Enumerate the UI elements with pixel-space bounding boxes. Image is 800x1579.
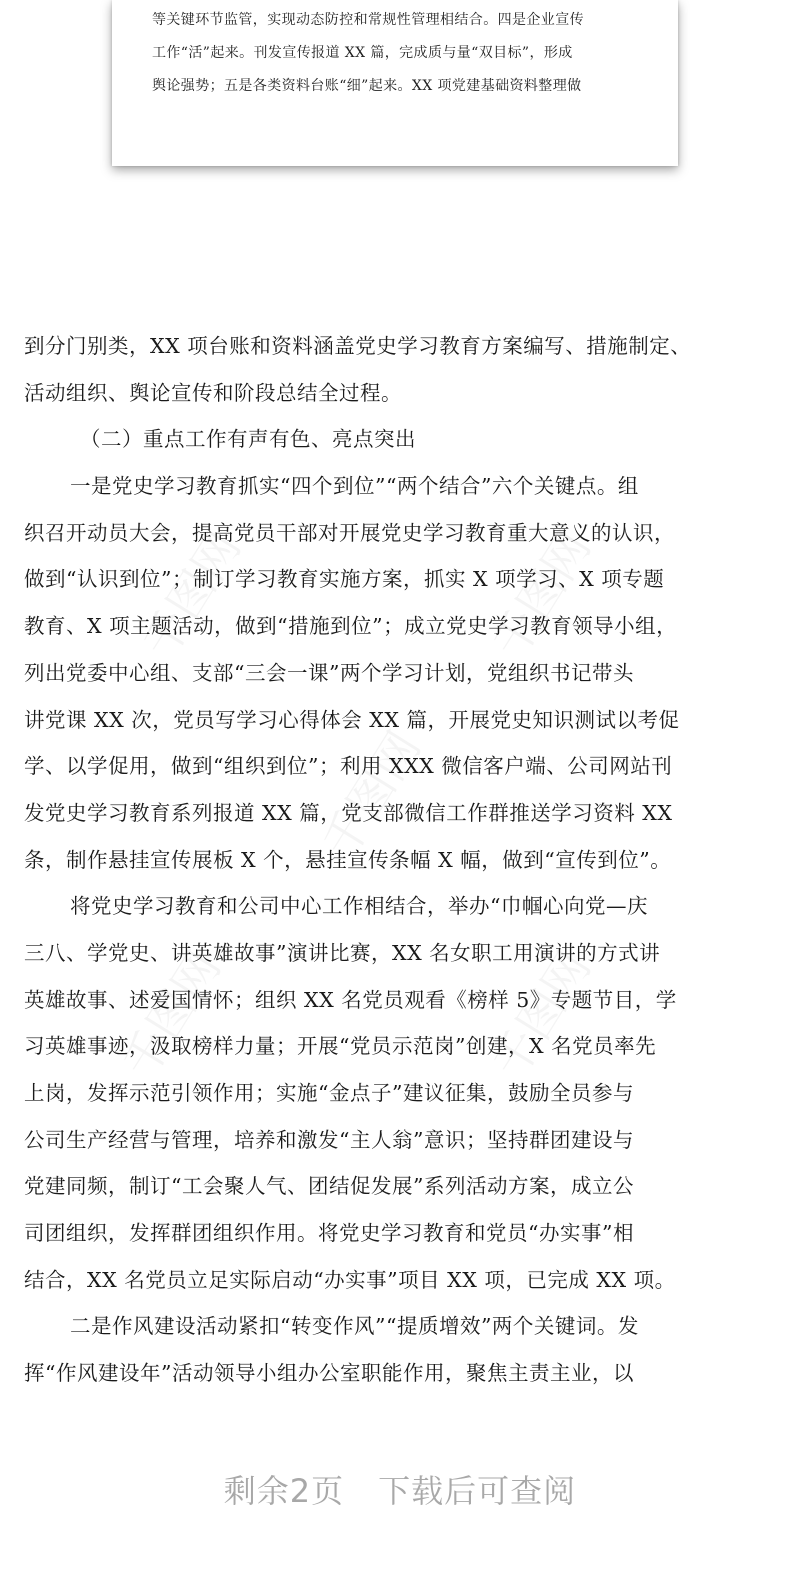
paragraph-line: 学、以学促用，做到“组织到位”；利用 XXX 微信客户端、公司网站刊 <box>24 754 673 779</box>
paragraph-line: 做到“认识到位”；制订学习教育实施方案，抓实 X 项学习、X 项专题 <box>24 567 665 592</box>
paragraph-line: 上岗，发挥示范引领作用；实施“金点子”建议征集，鼓励全员参与 <box>24 1081 634 1105</box>
paragraph-line: 公司生产经营与管理，培养和激发“主人翁”意识；坚持群团建设与 <box>24 1127 634 1152</box>
document-body <box>24 323 776 1397</box>
paragraph-line: 将党史学习教育和公司中心工作相结合，举办“巾帼心向党—庆 <box>70 894 648 919</box>
preview-line: 等关键环节监管，实现动态防控和常规性管理相结合。四是企业宣传 <box>152 12 584 28</box>
section-heading: （二）重点工作有声有色、亮点突出 <box>80 427 416 452</box>
download-to-view-label: 下载后可查阅 <box>378 1472 577 1510</box>
paragraph-line: 活动组织、舆论宣传和阶段总结全过程。 <box>24 380 402 405</box>
paragraph-line: 挥“作风建设年”活动领导小组办公室职能作用，聚焦主责主业，以 <box>24 1361 634 1386</box>
paragraph-line: 司团组织，发挥群团组织作用。将党史学习教育和党员“办实事”相 <box>24 1221 634 1246</box>
paragraph-line: 二是作风建设活动紧扣“转变作风”“提质增效”两个关键词。发 <box>70 1314 639 1339</box>
preview-line: 工作“活”起来。刊发宣传报道 XX 篇，完成质与量“双目标”，形成 <box>152 45 573 61</box>
paragraph-line: 列出党委中心组、支部“三会一课”两个学习计划，党组织书记带头 <box>24 660 634 685</box>
paragraph-line: 织召开动员大会，提高党员干部对开展党史学习教育重大意义的认识， <box>24 520 675 545</box>
paragraph-line: 条，制作悬挂宣传展板 X 个，悬挂宣传条幅 X 幅，做到“宣传到位”。 <box>24 847 672 872</box>
paragraph-line: 一是党史学习教育抓实“四个到位”“两个结合”六个关键点。组 <box>70 474 639 499</box>
preview-line: 舆论强势；五是各类资料台账“细”起来。XX 项党建基础资料整理做 <box>152 78 582 94</box>
paragraph-line: 党建同频，制订“工会聚人气、团结促发展”系列活动方案，成立公 <box>24 1174 634 1199</box>
paragraph-line: 到分门别类，XX 项台账和资料涵盖党史学习教育方案编写、措施制定、 <box>24 334 692 358</box>
preview-card <box>112 0 678 166</box>
paragraph-line: 三八、学党史、讲英雄故事”演讲比赛，XX 名女职工用演讲的方式讲 <box>24 940 661 965</box>
remaining-pages-label: 剩余2页 <box>223 1472 345 1510</box>
paragraph-line: 结合，XX 名党员立足实际启动“办实事”项目 XX 项，已完成 XX 项。 <box>24 1267 676 1292</box>
paragraph-line: 习英雄事迹，汲取榜样力量；开展“党员示范岗”创建，X 名党员率先 <box>24 1034 657 1059</box>
paragraph-line: 教育、X 项主题活动，做到“措施到位”；成立党史学习教育领导小组， <box>24 614 678 639</box>
download-hint[interactable] <box>0 1466 800 1512</box>
paragraph-line: 讲党课 XX 次，党员写学习心得体会 XX 篇，开展党史知识测试以考促 <box>24 707 680 732</box>
paragraph-line: 英雄故事、述爱国情怀；组织 XX 名党员观看《榜样 5》专题节目，学 <box>24 987 677 1012</box>
paragraph-line: 发党史学习教育系列报道 XX 篇，党支部微信工作群推送学习资料 XX <box>24 800 673 825</box>
